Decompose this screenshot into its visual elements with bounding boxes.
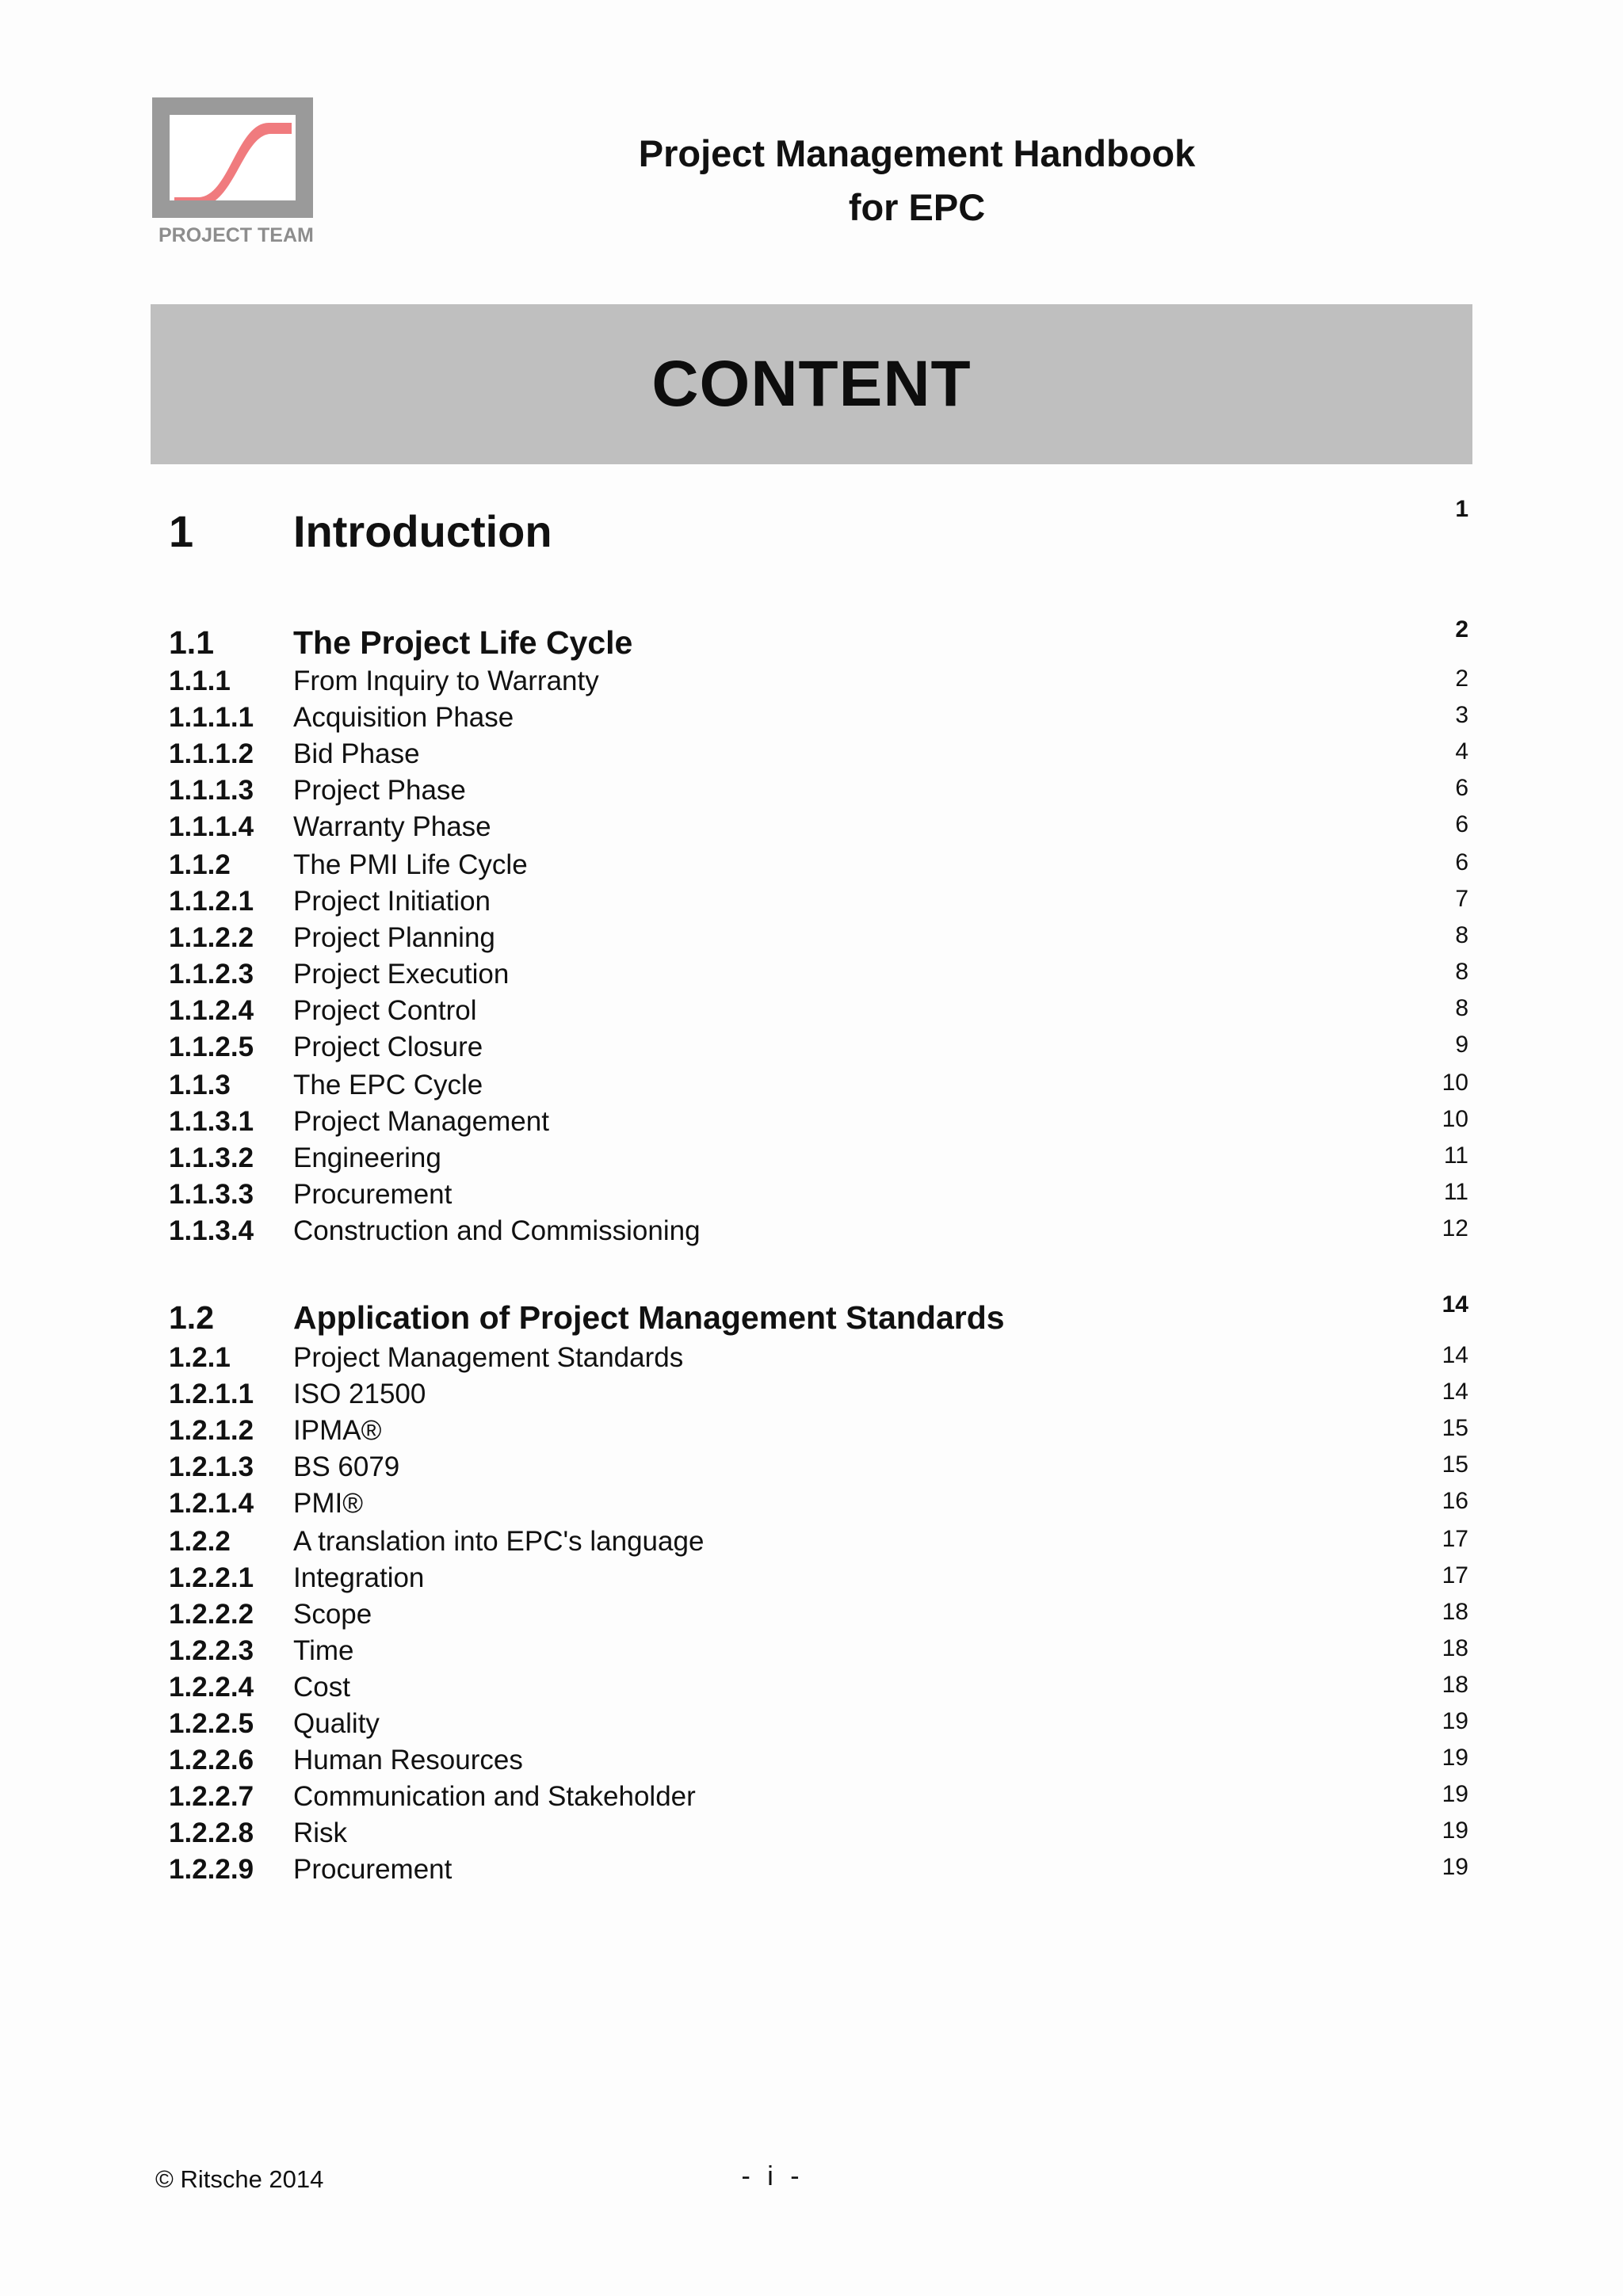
toc-entry-number: 1.2.1.3 bbox=[169, 1451, 254, 1482]
toc-entry-number: 1.2.1.2 bbox=[169, 1415, 254, 1446]
toc-entry-title: Engineering bbox=[293, 1142, 441, 1173]
toc-entry-title: Warranty Phase bbox=[293, 811, 491, 842]
toc-entry-number: 1.1.2.1 bbox=[169, 886, 254, 917]
toc-entry-page: 1 bbox=[1455, 496, 1468, 522]
toc-entry-title: The PMI Life Cycle bbox=[293, 849, 528, 880]
toc-entry-title: Application of Project Management Standards bbox=[293, 1299, 1005, 1336]
toc-entry-number: 1.1.1.1 bbox=[169, 702, 254, 733]
toc-entry-page: 8 bbox=[1455, 995, 1468, 1021]
toc-entry-page: 4 bbox=[1455, 738, 1468, 765]
toc-entry-page: 19 bbox=[1442, 1854, 1468, 1880]
content-banner bbox=[151, 304, 1472, 464]
toc-entry-title: Integration bbox=[293, 1562, 425, 1593]
toc-entry-number: 1.1.2.4 bbox=[169, 995, 254, 1026]
toc-entry-number: 1.1 bbox=[169, 624, 214, 661]
toc-entry-page: 12 bbox=[1442, 1215, 1468, 1241]
toc-entry-page: 19 bbox=[1442, 1817, 1468, 1844]
toc-entry-page: 11 bbox=[1443, 1179, 1468, 1205]
toc-entry-page: 19 bbox=[1442, 1708, 1468, 1734]
toc-entry-number: 1.2.2.2 bbox=[169, 1599, 254, 1630]
toc-entry-number: 1.1.3.4 bbox=[169, 1215, 254, 1246]
toc-entry-page: 10 bbox=[1442, 1070, 1468, 1096]
toc-entry-title: Cost bbox=[293, 1672, 350, 1703]
toc-entry-number: 1.1.1.3 bbox=[169, 775, 254, 806]
toc-entry-page: 9 bbox=[1455, 1032, 1468, 1058]
toc-entry-title: Project Phase bbox=[293, 775, 466, 806]
toc-entry-title: Project Closure bbox=[293, 1032, 483, 1062]
toc-entry-title: Scope bbox=[293, 1599, 372, 1630]
toc-entry-number: 1.2.2.1 bbox=[169, 1562, 254, 1593]
toc-entry-number: 1.2.1 bbox=[169, 1342, 231, 1373]
toc-entry-title: Procurement bbox=[293, 1179, 453, 1210]
document-title-line2: for EPC bbox=[848, 186, 986, 228]
toc-entry-number: 1.1.3.3 bbox=[169, 1179, 254, 1210]
toc-entry-number: 1.1.2.2 bbox=[169, 922, 254, 953]
toc-entry-page: 10 bbox=[1442, 1106, 1468, 1132]
toc-entry-title: Project Control bbox=[293, 995, 477, 1026]
toc-entry-title: BS 6079 bbox=[293, 1451, 400, 1482]
toc-entry-title: Risk bbox=[293, 1817, 348, 1848]
toc-entry-page: 7 bbox=[1455, 886, 1468, 912]
toc-entry-title: The Project Life Cycle bbox=[293, 624, 633, 661]
toc-entry-title: Acquisition Phase bbox=[293, 702, 514, 733]
toc-entry-title: Communication and Stakeholder bbox=[293, 1781, 696, 1812]
toc-entry-number: 1.2 bbox=[169, 1299, 214, 1336]
toc-entry-page: 19 bbox=[1442, 1745, 1468, 1771]
logo-text: PROJECT TEAM bbox=[158, 224, 314, 246]
page-number: - i - bbox=[741, 2161, 804, 2191]
toc-entry-number: 1.2.2.3 bbox=[169, 1635, 254, 1666]
toc-entry-title: Quality bbox=[293, 1708, 380, 1739]
toc-entry-title: IPMA® bbox=[293, 1415, 382, 1446]
toc-entry-page: 8 bbox=[1455, 959, 1468, 985]
document-title-line1: Project Management Handbook bbox=[638, 132, 1196, 174]
toc-entry-page: 17 bbox=[1442, 1562, 1468, 1589]
toc-entry-number: 1.1.3.2 bbox=[169, 1142, 254, 1173]
toc-entry-page: 15 bbox=[1442, 1415, 1468, 1441]
toc-entry-page: 6 bbox=[1455, 811, 1468, 837]
toc-entry-page: 14 bbox=[1442, 1379, 1468, 1405]
toc-entry-number: 1.1.1.4 bbox=[169, 811, 254, 842]
toc-entry-title: From Inquiry to Warranty bbox=[293, 666, 599, 696]
copyright-notice: © Ritsche 2014 bbox=[155, 2165, 324, 2193]
toc-entry-title: Construction and Commissioning bbox=[293, 1215, 701, 1246]
toc-entry-page: 19 bbox=[1442, 1781, 1468, 1807]
document-title bbox=[600, 127, 1234, 235]
toc-entry-number: 1.2.2.8 bbox=[169, 1817, 254, 1848]
toc-entry-page: 6 bbox=[1455, 849, 1468, 875]
toc-entry-number: 1.2.2 bbox=[169, 1526, 231, 1557]
toc-entry-title: Project Initiation bbox=[293, 886, 491, 917]
toc-entry-number: 1.2.2.4 bbox=[169, 1672, 254, 1703]
toc-entry-title: Procurement bbox=[293, 1854, 453, 1885]
toc-entry-title: Project Management Standards bbox=[293, 1342, 684, 1373]
toc-entry-number: 1.1.2.3 bbox=[169, 959, 254, 990]
toc-entry-number: 1.2.2.5 bbox=[169, 1708, 254, 1739]
project-team-logo bbox=[152, 97, 313, 252]
toc-entry-page: 3 bbox=[1455, 702, 1468, 728]
toc-entry-title: Human Resources bbox=[293, 1745, 523, 1775]
toc-entry-title: Bid Phase bbox=[293, 738, 420, 769]
toc-entry-page: 14 bbox=[1442, 1291, 1468, 1318]
toc-entry-number: 1.1.1 bbox=[169, 666, 231, 696]
toc-entry-title: Project Planning bbox=[293, 922, 495, 953]
toc-entry-title: A translation into EPC's language bbox=[293, 1526, 705, 1557]
toc-entry-number: 1 bbox=[169, 506, 194, 556]
toc-entry-number: 1.1.3.1 bbox=[169, 1106, 254, 1137]
content-heading: CONTENT bbox=[651, 348, 972, 420]
toc-entry-page: 14 bbox=[1442, 1342, 1468, 1368]
toc-entry-number: 1.2.2.6 bbox=[169, 1745, 254, 1775]
toc-entry-number: 1.2.2.9 bbox=[169, 1854, 254, 1885]
toc-entry-number: 1.2.2.7 bbox=[169, 1781, 254, 1812]
toc-entry-number: 1.1.2.5 bbox=[169, 1032, 254, 1062]
toc-entry-page: 2 bbox=[1455, 666, 1468, 692]
toc-entry-page: 11 bbox=[1443, 1142, 1468, 1169]
toc-entry-title: Project Execution bbox=[293, 959, 510, 990]
toc-entry-title: Project Management bbox=[293, 1106, 549, 1137]
toc-entry-number: 1.1.3 bbox=[169, 1070, 231, 1100]
toc-entry-number: 1.1.1.2 bbox=[169, 738, 254, 769]
toc-entry-page: 6 bbox=[1455, 775, 1468, 801]
logo-curve-icon bbox=[170, 115, 296, 200]
toc-entry-title: Introduction bbox=[293, 506, 552, 556]
toc-entry-page: 15 bbox=[1442, 1451, 1468, 1478]
toc-entry-number: 1.1.2 bbox=[169, 849, 231, 880]
toc-entry-number: 1.2.1.4 bbox=[169, 1488, 254, 1519]
toc-entry-page: 18 bbox=[1442, 1599, 1468, 1625]
toc-entry-title: ISO 21500 bbox=[293, 1379, 426, 1409]
toc-entry-page: 2 bbox=[1455, 616, 1468, 643]
toc-entry-page: 18 bbox=[1442, 1672, 1468, 1698]
toc-entry-page: 16 bbox=[1442, 1488, 1468, 1514]
toc-entry-title: Time bbox=[293, 1635, 354, 1666]
toc-entry-page: 17 bbox=[1442, 1526, 1468, 1552]
toc-entry-title: The EPC Cycle bbox=[293, 1070, 483, 1100]
toc-entry-page: 18 bbox=[1442, 1635, 1468, 1661]
toc-entry-page: 8 bbox=[1455, 922, 1468, 948]
toc-entry-title: PMI® bbox=[293, 1488, 364, 1519]
toc-entry-number: 1.2.1.1 bbox=[169, 1379, 254, 1409]
